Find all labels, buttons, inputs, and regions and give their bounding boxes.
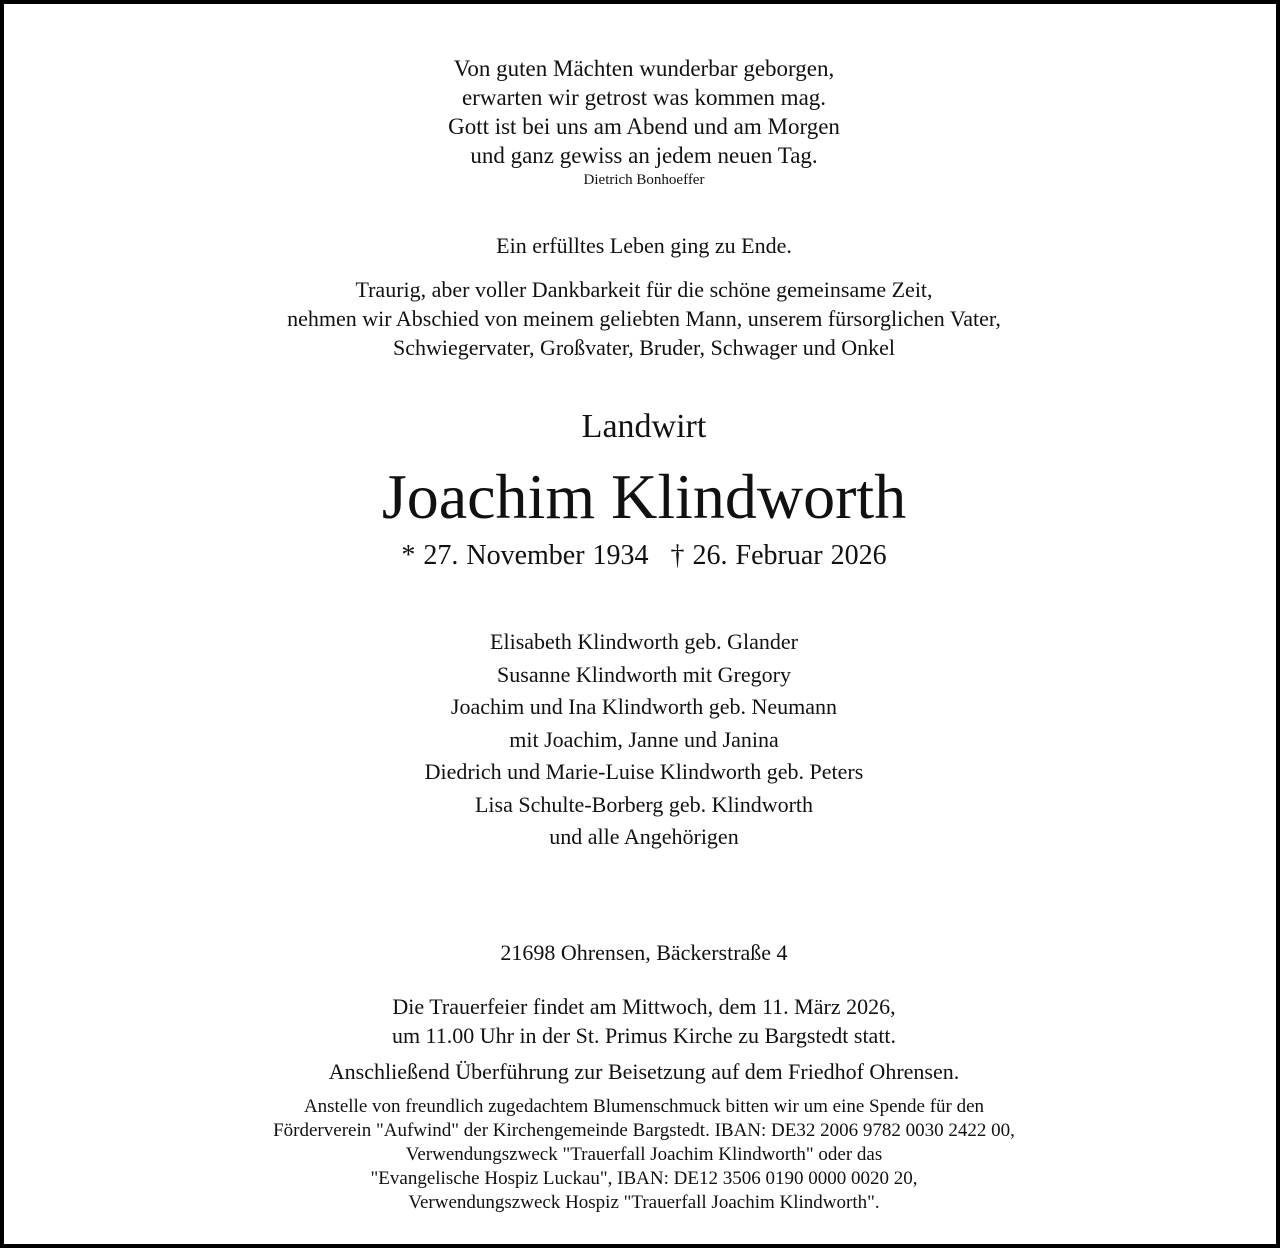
birth-date: * 27. November 1934 (401, 540, 649, 571)
family-member: Susanne Klindworth mit Gregory (497, 661, 791, 687)
poem-author: Dietrich Bonhoeffer (583, 172, 705, 188)
farewell-line: Schwiegervater, Großvater, Bruder, Schwager und Onkel (393, 335, 895, 360)
poem-line: Von guten Mächten wunderbar geborgen, (453, 56, 835, 81)
family-member: und alle Angehörigen (549, 824, 739, 849)
burial-info: Anschließend Überführung zur Beisetzung auf dem Friedhof Ohrensen. (328, 1059, 960, 1084)
ceremony-info (4, 992, 1280, 1050)
donation-info (4, 1095, 1280, 1215)
donation-line: Verwendungszweck "Trauerfall Joachim Klindworth" oder das (405, 1144, 883, 1165)
farewell-line: Traurig, aber voller Dankbarkeit für die schöne gemeinsame Zeit, (355, 277, 933, 302)
family-member: Diedrich und Marie-Luise Klindworth geb. Peters (424, 759, 864, 784)
deceased-name: Joachim Klindworth (381, 461, 907, 532)
ceremony-line: Die Trauerfeier findet am Mittwoch, dem 11. März 2026, (392, 994, 896, 1019)
family-member: Elisabeth Klindworth geb. Glander (490, 629, 798, 654)
donation-line: "Evangelische Hospiz Luckau", IBAN: DE12 3506 0190 0000 0020 20, (370, 1168, 918, 1189)
family-list (4, 626, 1280, 854)
family-member: Joachim und Ina Klindworth geb. Neumann (450, 694, 838, 719)
donation-line: Anstelle von freundlich zugedachtem Blumenschmuck bitten wir um eine Spende für den (303, 1096, 985, 1117)
poem-line: erwarten wir getrost was kommen mag. (461, 85, 827, 110)
intro-statement: Ein erfülltes Leben ging zu Ende. (496, 233, 792, 258)
death-date: † 26. Februar 2026 (670, 540, 887, 571)
farewell-text (4, 275, 1280, 362)
poem-line: Gott ist bei uns am Abend und am Morgen (448, 114, 840, 139)
life-dates (4, 538, 1280, 574)
family-member: mit Joachim, Janne und Janina (509, 726, 779, 752)
poem-line: und ganz gewiss an jedem neuen Tag. (470, 143, 818, 168)
donation-line: Verwendungszweck Hospiz "Trauerfall Joachim Klindworth". (408, 1192, 880, 1213)
deceased-occupation: Landwirt (581, 408, 707, 445)
family-member: Lisa Schulte-Borberg geb. Klindworth (474, 791, 814, 817)
farewell-line: nehmen wir Abschied von meinem geliebten Mann, unserem fürsorglichen Vater, (287, 306, 1001, 331)
donation-line: Förderverein "Aufwind" der Kirchengemeinde Bargstedt. IBAN: DE32 2006 9782 0030 2422 00, (273, 1120, 1015, 1141)
ceremony-line: um 11.00 Uhr in der St. Primus Kirche zu Bargstedt statt. (391, 1023, 897, 1048)
poem (4, 54, 1280, 190)
mourning-address: 21698 Ohrensen, Bäckerstraße 4 (500, 940, 788, 965)
